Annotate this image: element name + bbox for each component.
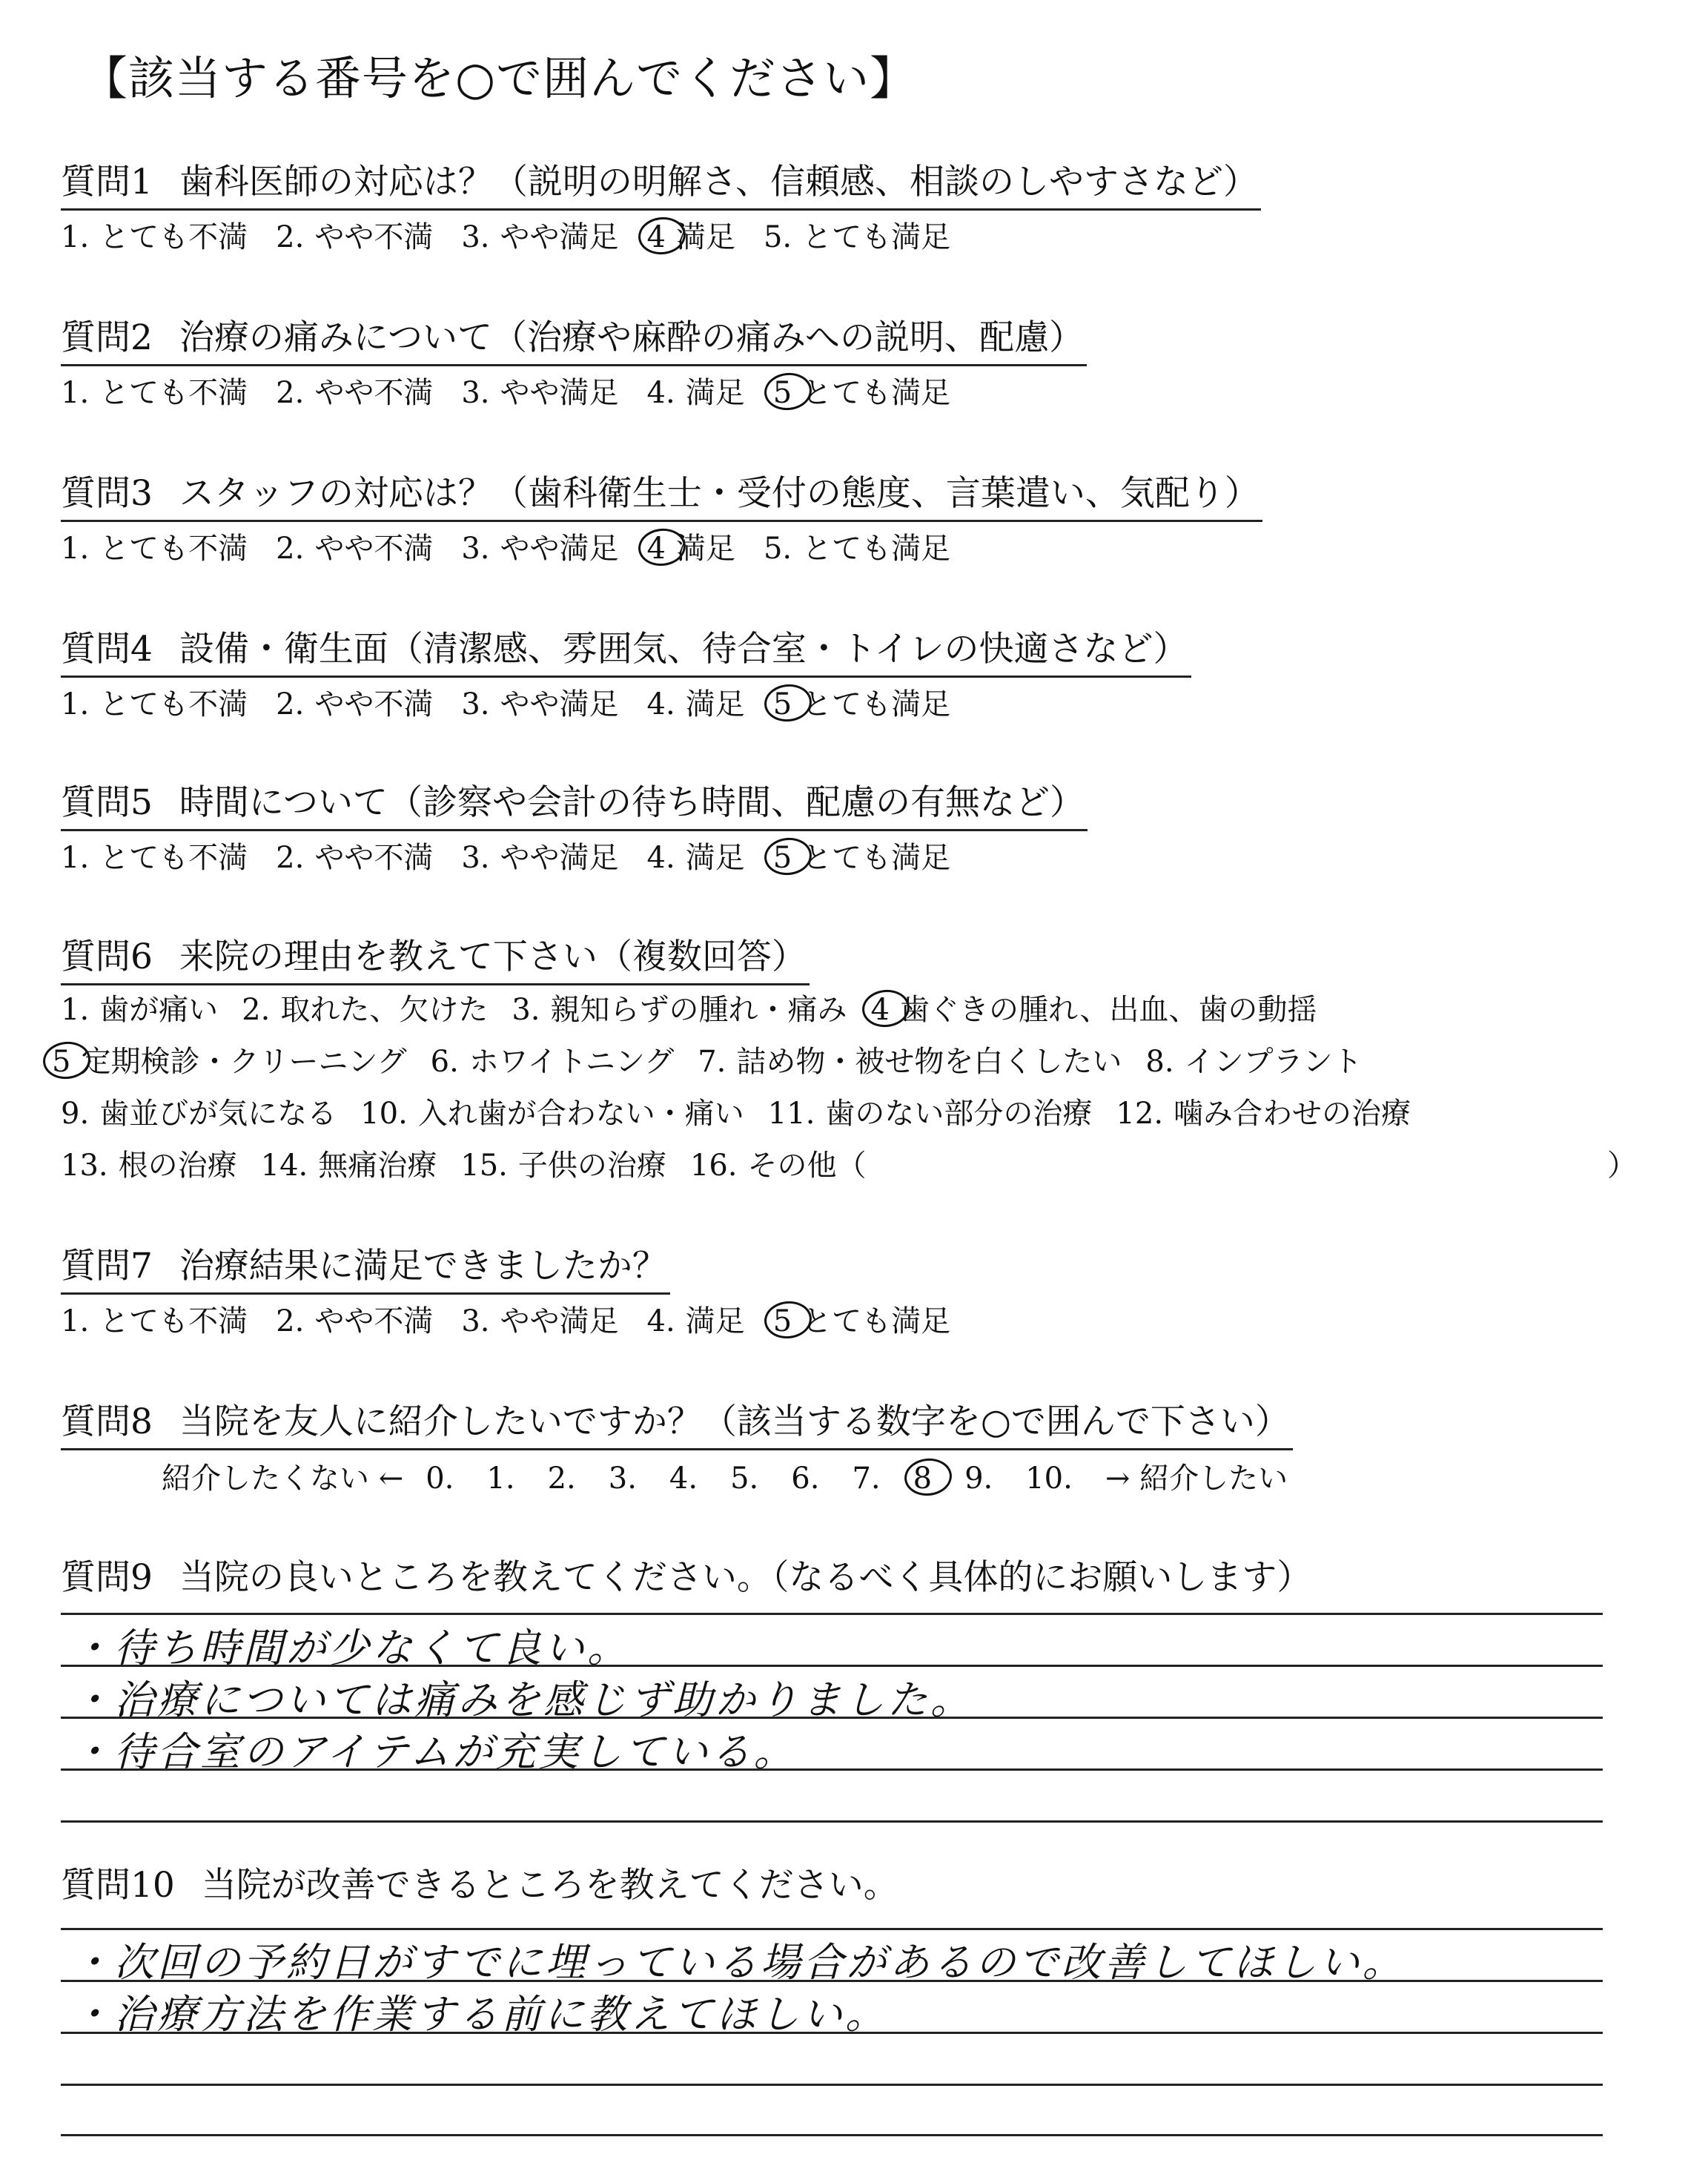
scale-left-label: 紹介したくない ← <box>162 1462 404 1496</box>
selected-circle-mark: 5 <box>772 1304 792 1338</box>
handwritten-answer: ・次回の予約日がすでに埋っている場合があるので改善してほしい。 <box>71 1939 1406 1986</box>
option-number: 2. <box>276 376 305 410</box>
option-label: やや不満 <box>314 220 434 254</box>
option-number: 5. <box>763 220 792 254</box>
reason-option[interactable] <box>460 1142 666 1184</box>
option-number: 16. <box>689 1149 738 1183</box>
selected-circle-mark: 5 <box>772 376 792 410</box>
option-number: 12. <box>1116 1097 1164 1131</box>
rating-options-q3 <box>61 525 979 567</box>
option-number: 2. <box>276 1304 305 1338</box>
rating-option[interactable] <box>773 834 950 876</box>
option-label: 入れ歯が合わない・痛い <box>417 1097 744 1131</box>
scale-value[interactable]: 1. <box>486 1462 515 1496</box>
scale-value[interactable]: 2. <box>547 1462 576 1496</box>
option-label: ホワイトニング <box>469 1045 675 1079</box>
option-label: 満足 <box>685 1304 745 1338</box>
reason-option[interactable] <box>61 986 218 1028</box>
option-label: 満足 <box>685 376 745 410</box>
reason-option[interactable] <box>690 1142 867 1184</box>
option-label: やや不満 <box>314 1304 434 1338</box>
rating-option[interactable] <box>461 525 618 567</box>
question-text: 治療結果に満足できましたか？ <box>179 1246 667 1287</box>
selected-circle-mark: 5 <box>772 687 792 721</box>
rating-option[interactable] <box>276 1298 433 1340</box>
rating-option[interactable] <box>773 1298 950 1340</box>
option-number: 14. <box>260 1149 308 1183</box>
option-label: 無痛治療 <box>318 1149 437 1183</box>
reason-option[interactable] <box>871 986 1317 1028</box>
question-10-heading <box>61 1857 901 1912</box>
scale-value[interactable]: 6. <box>791 1462 820 1496</box>
option-number: 8. <box>1145 1045 1174 1079</box>
option-label: 満足 <box>685 687 745 721</box>
rating-option[interactable] <box>61 214 248 256</box>
question-text: 設備・衛生面（清潔感、雰囲気、待合室・トイレの快適さなど） <box>179 629 1188 670</box>
other-close-paren: ） <box>1607 1149 1637 1183</box>
question-number: 質問2 <box>61 317 153 358</box>
option-label: とても不満 <box>99 532 248 566</box>
selected-circle-mark: 5 <box>772 841 792 875</box>
option-number: 2. <box>276 841 305 875</box>
rating-option[interactable] <box>764 214 950 256</box>
option-label: とても満足 <box>802 841 951 875</box>
reason-option[interactable] <box>360 1090 744 1132</box>
question-text: 歯科医師の対応は？（説明の明解さ、信頼感、相談のしやすさなど） <box>179 162 1259 202</box>
question-text: 来院の理由を教えて下さい（複数回答） <box>179 937 807 977</box>
option-number: 1. <box>61 687 90 721</box>
selected-circle-mark: 4 <box>646 532 666 566</box>
option-label: とても満足 <box>802 532 951 566</box>
rating-option[interactable] <box>461 1298 618 1340</box>
option-number: 4. <box>646 376 675 410</box>
scale-value[interactable]: 0. <box>426 1462 454 1496</box>
handwritten-answer: ・治療方法を作業する前に教えてほしい。 <box>71 1991 888 2038</box>
option-label: 満足 <box>675 532 735 566</box>
rating-option[interactable] <box>276 834 433 876</box>
rating-option[interactable] <box>647 369 745 412</box>
option-label: とても不満 <box>99 1304 248 1338</box>
rating-option[interactable] <box>764 525 950 567</box>
question-text: 当院が改善できるところを教えてください。 <box>201 1865 898 1906</box>
option-label: 根の治療 <box>118 1149 237 1183</box>
question-9-heading <box>61 1550 1314 1604</box>
answer-line <box>61 1820 1603 1823</box>
question-number: 質問3 <box>61 473 153 514</box>
question-7-heading <box>61 1238 670 1295</box>
option-number: 3. <box>461 220 490 254</box>
question-8-heading <box>61 1394 1293 1450</box>
question-text: 時間について（診察や会計の待ち時間、配慮の有無など） <box>179 782 1085 823</box>
option-label: 歯並びが気になる <box>99 1097 337 1131</box>
option-label: やや不満 <box>314 532 434 566</box>
scale-value[interactable]: 10. <box>1025 1462 1073 1496</box>
selected-circle-mark: 4 <box>870 993 890 1027</box>
question-text: 当院を友人に紹介したいですか？（該当する数字を○で囲んで下さい） <box>179 1401 1290 1442</box>
option-label: 歯のない部分の治療 <box>825 1097 1093 1131</box>
option-label: 親知らずの腫れ・痛み <box>550 993 847 1027</box>
reason-row <box>61 1090 1434 1132</box>
option-label: インプラント <box>1184 1045 1363 1079</box>
question-6-heading <box>61 929 810 985</box>
rating-option[interactable] <box>61 1298 248 1340</box>
option-number: 2. <box>242 993 271 1027</box>
option-label: とても満足 <box>802 220 951 254</box>
rating-option[interactable] <box>61 834 248 876</box>
handwritten-answer: ・治療については痛みを感じず助かりました。 <box>71 1677 973 1723</box>
reason-option[interactable] <box>768 1090 1093 1132</box>
question-number: 質問9 <box>61 1557 153 1598</box>
rating-option[interactable] <box>647 1298 745 1340</box>
option-label: とても不満 <box>99 376 248 410</box>
option-number: 2. <box>276 532 305 566</box>
rating-option[interactable] <box>647 214 735 256</box>
option-label: とても満足 <box>802 687 951 721</box>
option-number: 1. <box>61 532 90 566</box>
option-number: 3. <box>461 687 490 721</box>
option-number: 3. <box>512 993 540 1027</box>
option-number: 1. <box>61 993 90 1027</box>
reason-option[interactable] <box>1116 1090 1411 1132</box>
option-label: 満足 <box>685 841 745 875</box>
option-label: やや不満 <box>314 687 434 721</box>
answer-line <box>61 2134 1603 2136</box>
rating-option[interactable] <box>61 369 248 412</box>
option-label: とても満足 <box>802 376 951 410</box>
handwritten-answer: ・待ち時間が少なくて良い。 <box>71 1625 630 1671</box>
answer-line <box>61 2084 1603 2086</box>
option-number: 10. <box>360 1097 408 1131</box>
reason-option[interactable] <box>512 986 847 1028</box>
option-number: 15. <box>460 1149 508 1183</box>
question-number: 質問8 <box>61 1401 153 1442</box>
page-title: 【該当する番号を○で囲んでください】 <box>82 51 917 105</box>
reason-row <box>61 986 1340 1028</box>
option-label: とても満足 <box>802 1304 951 1338</box>
rating-option[interactable] <box>461 834 618 876</box>
rating-option[interactable] <box>276 369 433 412</box>
reason-option[interactable] <box>61 1090 337 1132</box>
option-number: 4. <box>646 1304 675 1338</box>
option-label: やや不満 <box>314 376 434 410</box>
option-label: やや不満 <box>314 841 434 875</box>
option-label: 子供の治療 <box>517 1149 666 1183</box>
option-number: 1. <box>61 376 90 410</box>
question-3-heading <box>61 466 1262 522</box>
scale-right-label: → 紹介したい <box>1105 1462 1288 1496</box>
option-label: やや満足 <box>500 841 619 875</box>
question-number: 質問6 <box>61 937 153 977</box>
question-number: 質問1 <box>61 162 153 202</box>
option-label: やや満足 <box>500 532 619 566</box>
option-label: 歯ぐきの腫れ、出血、歯の動揺 <box>899 993 1317 1027</box>
option-number: 3. <box>461 376 490 410</box>
option-number: 2. <box>276 687 305 721</box>
reason-option[interactable] <box>52 1038 407 1080</box>
question-text: 治療の痛みについて（治療や麻酔の痛みへの説明、配慮） <box>179 317 1085 358</box>
question-5-heading <box>61 775 1088 831</box>
option-label: やや満足 <box>500 1304 619 1338</box>
question-number: 質問5 <box>61 782 153 823</box>
reason-option[interactable] <box>242 986 488 1028</box>
rating-option[interactable] <box>276 525 433 567</box>
option-label: 定期検診・クリーニング <box>81 1045 407 1079</box>
option-label: 噛み合わせの治療 <box>1174 1097 1411 1131</box>
option-number: 6. <box>430 1045 459 1079</box>
option-number: 13. <box>61 1149 108 1183</box>
rating-options-q2 <box>61 369 979 412</box>
option-number: 3. <box>461 1304 490 1338</box>
reason-option[interactable] <box>698 1038 1122 1080</box>
option-number: 9. <box>61 1097 90 1131</box>
option-label: やや満足 <box>500 376 619 410</box>
scale-value[interactable]: 3. <box>608 1462 637 1496</box>
handwritten-answer: ・待合室のアイテムが充実している。 <box>71 1728 797 1775</box>
rating-option[interactable] <box>647 681 745 723</box>
rating-option[interactable] <box>461 681 618 723</box>
option-number: 5. <box>763 532 792 566</box>
rating-option[interactable] <box>773 369 950 412</box>
question-1-heading <box>61 154 1261 211</box>
rating-option[interactable] <box>647 525 735 567</box>
recommend-scale <box>162 1455 1310 1497</box>
reason-option[interactable] <box>431 1038 675 1080</box>
option-number: 3. <box>461 532 490 566</box>
rating-option[interactable] <box>773 681 950 723</box>
question-2-heading <box>61 310 1087 366</box>
reason-option[interactable] <box>1145 1038 1362 1080</box>
question-4-heading <box>61 621 1191 678</box>
option-number: 4. <box>646 687 675 721</box>
question-text: スタッフの対応は？（歯科衛生士・受付の態度、言葉遣い、気配り） <box>179 473 1260 514</box>
option-label: やや満足 <box>500 687 619 721</box>
option-label: やや満足 <box>500 220 619 254</box>
option-number: 2. <box>276 220 305 254</box>
option-label: とても不満 <box>99 687 248 721</box>
question-number: 質問4 <box>61 629 153 670</box>
option-number: 3. <box>461 841 490 875</box>
rating-option[interactable] <box>461 369 618 412</box>
answer-line <box>61 1613 1603 1615</box>
option-number: 1. <box>61 220 90 254</box>
option-number: 1. <box>61 841 90 875</box>
option-label: とても不満 <box>99 220 248 254</box>
rating-option[interactable] <box>647 834 745 876</box>
rating-options-q4 <box>61 681 979 723</box>
rating-options-q5 <box>61 834 979 876</box>
rating-options-q7 <box>61 1298 979 1340</box>
option-number: 4. <box>646 841 675 875</box>
reason-option[interactable] <box>61 1142 237 1184</box>
selected-circle-mark: 4 <box>646 220 666 254</box>
reason-option[interactable] <box>261 1142 437 1184</box>
answer-line <box>61 1928 1603 1930</box>
option-number: 1. <box>61 1304 90 1338</box>
scale-value[interactable]: 4. <box>669 1462 698 1496</box>
rating-option[interactable] <box>276 681 433 723</box>
option-label: その他（ <box>747 1149 867 1183</box>
option-number: 7. <box>698 1045 726 1079</box>
question-text: 当院の良いところを教えてください。（なるべく具体的にお願いします） <box>179 1557 1312 1598</box>
rating-option[interactable] <box>61 681 248 723</box>
option-label: 歯が痛い <box>99 993 219 1027</box>
question-number: 質問10 <box>61 1865 175 1906</box>
option-number: 11. <box>767 1097 815 1131</box>
rating-option[interactable] <box>61 525 248 567</box>
selected-circle-mark[interactable]: 8 <box>913 1462 933 1496</box>
scale-value[interactable]: 7. <box>852 1462 881 1496</box>
option-label: 満足 <box>675 220 735 254</box>
selected-circle-mark: 5 <box>52 1045 71 1079</box>
option-label: 詰め物・被せ物を白くしたい <box>736 1045 1122 1079</box>
option-label: 取れた、欠けた <box>280 993 489 1027</box>
question-number: 質問7 <box>61 1246 153 1287</box>
rating-options-q1 <box>61 214 979 256</box>
reason-row <box>61 1142 890 1184</box>
scale-value[interactable]: 9. <box>964 1462 993 1496</box>
rating-option[interactable] <box>461 214 618 256</box>
option-label: とても不満 <box>99 841 248 875</box>
reason-row <box>52 1038 1386 1080</box>
scale-value[interactable]: 5. <box>730 1462 759 1496</box>
rating-option[interactable] <box>276 214 433 256</box>
